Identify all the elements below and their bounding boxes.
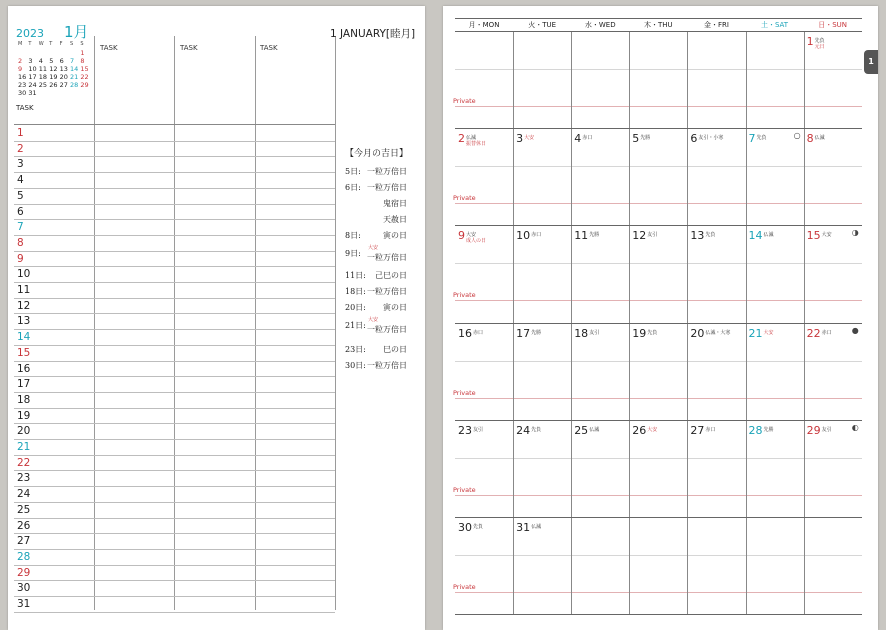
day-number: 31 bbox=[17, 598, 31, 610]
day-divider bbox=[513, 421, 514, 517]
calendar-date[interactable]: 12 bbox=[632, 229, 647, 243]
day-row-line bbox=[14, 235, 335, 236]
rokuyo-label: 大安 bbox=[821, 232, 832, 239]
day-number: 22 bbox=[17, 456, 31, 469]
calendar-date[interactable]: 25 bbox=[574, 423, 589, 437]
moon-phase-icon: ◐ bbox=[851, 422, 859, 432]
day-row-line bbox=[14, 486, 335, 487]
column-divider bbox=[94, 36, 95, 610]
day-row-line bbox=[14, 518, 335, 519]
rokuyo-label: 赤口 bbox=[531, 232, 542, 239]
day-divider bbox=[513, 226, 514, 322]
day-number: 17 bbox=[17, 378, 31, 391]
day-divider bbox=[687, 518, 688, 614]
calendar-date[interactable]: 22 bbox=[806, 326, 821, 340]
calendar-date[interactable]: 11 bbox=[574, 229, 589, 243]
day-number: 15 bbox=[17, 346, 31, 359]
day-divider bbox=[513, 324, 514, 420]
day-row-line bbox=[14, 219, 335, 220]
private-label: Private bbox=[453, 485, 476, 494]
lucky-text: 一粒万倍日 bbox=[367, 325, 407, 334]
mini-calendar-day: 9 bbox=[18, 65, 23, 73]
holiday-label: 振替休日 bbox=[466, 141, 487, 148]
calendar-date[interactable]: 8 bbox=[806, 132, 814, 146]
private-line bbox=[455, 203, 862, 204]
day-row-line bbox=[14, 298, 335, 299]
weekday-header: 木・THU bbox=[644, 21, 673, 29]
rokuyo-label: 先勝 bbox=[589, 232, 600, 239]
day-number: 16 bbox=[17, 362, 31, 375]
rokuyo-label: 大安 bbox=[763, 329, 774, 336]
rokuyo-label: 先負 bbox=[814, 38, 825, 44]
day-divider bbox=[687, 421, 688, 517]
private-line bbox=[455, 300, 862, 301]
rokuyo-label: 先負 bbox=[531, 426, 542, 433]
day-row-line bbox=[14, 329, 335, 330]
calendar-date[interactable]: 16 bbox=[458, 326, 472, 340]
lucky-text: 巳の日 bbox=[383, 345, 407, 354]
day-number: 23 bbox=[17, 472, 31, 485]
calendar-date[interactable]: 3 bbox=[516, 132, 524, 146]
mid-line bbox=[455, 263, 862, 264]
day-row-line bbox=[14, 439, 335, 440]
day-row-line bbox=[14, 408, 335, 409]
mini-calendar-day: 20 bbox=[59, 73, 68, 81]
calendar-date[interactable]: 6 bbox=[690, 132, 698, 146]
day-row-line bbox=[14, 204, 335, 205]
mid-line bbox=[455, 555, 862, 556]
calendar-date[interactable]: 26 bbox=[632, 423, 647, 437]
rokuyo-label: 仏滅 bbox=[814, 135, 825, 142]
day-divider bbox=[513, 518, 514, 614]
day-divider bbox=[746, 129, 747, 225]
lucky-text: 寅の日 bbox=[383, 303, 407, 312]
lucky-date: 30日: bbox=[345, 361, 366, 370]
calendar-date[interactable]: 2 bbox=[458, 132, 465, 146]
mini-calendar-day: 15 bbox=[80, 65, 89, 73]
header-top-rule bbox=[455, 18, 862, 19]
calendar-date[interactable]: 28 bbox=[748, 423, 763, 437]
rokuyo-label: 大安 bbox=[466, 232, 477, 239]
private-line bbox=[455, 592, 862, 593]
calendar-date[interactable]: 31 bbox=[516, 521, 531, 534]
day-row-line bbox=[14, 580, 335, 581]
private-line bbox=[455, 398, 862, 399]
calendar-date[interactable]: 10 bbox=[516, 229, 531, 243]
rokuyo-label: 仏滅・大寒 bbox=[705, 329, 731, 336]
private-line bbox=[455, 106, 862, 107]
day-row-line bbox=[14, 423, 335, 424]
moon-phase-icon: ◑ bbox=[851, 228, 859, 238]
day-number: 20 bbox=[17, 425, 31, 438]
day-row-line bbox=[14, 502, 335, 503]
lucky-date: 23日: bbox=[345, 345, 366, 354]
week-bottom-rule bbox=[455, 225, 862, 226]
mini-calendar-day: 4 bbox=[38, 57, 43, 65]
mini-calendar-day: 31 bbox=[28, 89, 37, 97]
day-divider bbox=[571, 518, 572, 614]
rokuyo-label: 仏滅 bbox=[763, 232, 774, 239]
day-divider bbox=[804, 129, 805, 225]
day-number: 1 bbox=[17, 127, 24, 139]
mini-weekday-header: T bbox=[28, 41, 32, 47]
day-number: 25 bbox=[17, 503, 31, 516]
mini-calendar-day: 17 bbox=[28, 73, 37, 81]
rokuyo-label: 仏滅 bbox=[531, 524, 542, 530]
lucky-date: 21日: bbox=[345, 321, 366, 330]
day-number: 27 bbox=[17, 535, 31, 548]
day-divider bbox=[804, 226, 805, 322]
moon-phase-icon: ○ bbox=[793, 131, 801, 141]
lucky-text: 寅の日 bbox=[383, 231, 407, 240]
day-divider bbox=[746, 324, 747, 420]
weekday-header: 金・FRI bbox=[703, 21, 729, 29]
day-divider bbox=[687, 226, 688, 322]
mini-calendar-day: 30 bbox=[18, 89, 27, 97]
day-divider bbox=[804, 421, 805, 517]
holiday-label: 元日 bbox=[814, 44, 825, 50]
weekday-header: 火・TUE bbox=[528, 21, 557, 29]
day-number: 7 bbox=[17, 221, 24, 234]
day-number: 28 bbox=[17, 550, 31, 563]
calendar-date[interactable]: 18 bbox=[574, 326, 589, 340]
mid-line bbox=[455, 166, 862, 167]
lucky-text: 一粒万倍日 bbox=[367, 253, 407, 262]
calendar-date[interactable]: 17 bbox=[516, 326, 531, 340]
lucky-text: 天赦日 bbox=[383, 215, 407, 224]
day-row-line bbox=[14, 565, 335, 566]
calendar-date[interactable]: 21 bbox=[748, 326, 763, 340]
day-divider bbox=[513, 129, 514, 225]
holiday-label: 成人の日 bbox=[466, 238, 487, 245]
year-label: 2023 bbox=[16, 27, 44, 40]
rokuyo-label: 先勝 bbox=[763, 426, 774, 433]
day-divider bbox=[804, 518, 805, 614]
month-tab[interactable]: 1 bbox=[864, 50, 878, 74]
weekday-header: 水・WED bbox=[584, 21, 616, 29]
calendar-date[interactable]: 19 bbox=[632, 326, 647, 340]
private-label: Private bbox=[453, 97, 476, 105]
task-column-header: TASK bbox=[260, 44, 278, 52]
calendar-date[interactable]: 29 bbox=[806, 423, 821, 437]
rokuyo-label: 大安 bbox=[647, 426, 658, 433]
calendar-date[interactable]: 7 bbox=[748, 132, 756, 146]
column-divider bbox=[255, 36, 256, 610]
mini-calendar-day: 13 bbox=[59, 65, 68, 73]
lucky-date: 11日: bbox=[345, 271, 366, 280]
mini-weekday-header: S bbox=[80, 41, 84, 47]
day-row-line bbox=[14, 533, 335, 534]
day-divider bbox=[746, 518, 747, 614]
day-number: 6 bbox=[17, 205, 24, 218]
week-bottom-rule bbox=[455, 614, 862, 615]
lucky-text: 鬼宿日 bbox=[383, 199, 407, 208]
mini-weekday-header: T bbox=[49, 41, 53, 47]
day-row-line bbox=[14, 345, 335, 346]
mini-calendar-day: 25 bbox=[38, 81, 48, 89]
rokuyo-label: 友引 bbox=[821, 426, 832, 433]
private-label: Private bbox=[453, 388, 476, 397]
rokuyo-label: 先負 bbox=[473, 524, 484, 530]
day-row-line bbox=[14, 361, 335, 362]
mini-calendar-day: 5 bbox=[49, 57, 54, 65]
day-divider bbox=[804, 324, 805, 420]
mini-calendar-day: 10 bbox=[28, 65, 37, 73]
day-row-line bbox=[14, 313, 335, 314]
header-bottom-rule bbox=[455, 31, 862, 32]
day-number: 19 bbox=[17, 409, 31, 422]
calendar-date[interactable]: 4 bbox=[574, 132, 582, 146]
day-divider bbox=[687, 324, 688, 420]
day-number: 3 bbox=[17, 158, 24, 171]
mini-task-label: TASK bbox=[16, 104, 34, 112]
day-number: 30 bbox=[17, 582, 31, 595]
week-bottom-rule bbox=[455, 420, 862, 421]
mini-calendar-day: 1 bbox=[80, 49, 85, 57]
rokuyo-label: 先負 bbox=[705, 232, 716, 239]
lucky-text: 一粒万倍日 bbox=[367, 167, 407, 176]
day-number: 8 bbox=[17, 236, 24, 249]
rokuyo-label: 仏滅 bbox=[589, 426, 600, 433]
month-label: 1月 bbox=[64, 23, 89, 41]
rokuyo-label: 先負 bbox=[647, 329, 658, 336]
lucky-date: 20日: bbox=[345, 303, 366, 312]
rokuyo-label: 友引・小寒 bbox=[698, 135, 724, 142]
mini-calendar-day: 16 bbox=[18, 73, 27, 81]
day-divider bbox=[746, 32, 747, 128]
mini-calendar-day: 24 bbox=[28, 81, 37, 89]
rokuyo-label: 仏滅 bbox=[466, 135, 477, 142]
lucky-date: 6日: bbox=[345, 183, 361, 192]
mini-calendar-day: 28 bbox=[70, 81, 79, 89]
day-number: 26 bbox=[17, 519, 31, 532]
task-column-header: TASK bbox=[180, 44, 198, 52]
lucky-text: 一粒万倍日 bbox=[367, 287, 407, 296]
lucky-note: 大安 bbox=[368, 245, 379, 251]
mini-calendar-day: 2 bbox=[18, 57, 23, 65]
calendar-date[interactable]: 27 bbox=[690, 423, 705, 437]
calendar-date[interactable]: 30 bbox=[458, 521, 472, 534]
weekday-header: 土・SAT bbox=[760, 21, 789, 29]
day-divider bbox=[746, 421, 747, 517]
day-number: 29 bbox=[17, 566, 31, 579]
rokuyo-label: 友引 bbox=[473, 426, 484, 433]
day-number: 9 bbox=[17, 252, 24, 265]
left-page bbox=[8, 6, 425, 630]
column-divider bbox=[335, 36, 336, 610]
day-divider bbox=[629, 32, 630, 128]
weekday-header: 月・MON bbox=[468, 21, 500, 29]
day-row-line bbox=[14, 282, 335, 283]
day-row-line bbox=[14, 266, 335, 267]
column-divider bbox=[174, 36, 175, 610]
calendar-date[interactable]: 15 bbox=[806, 229, 821, 243]
rokuyo-label: 先勝 bbox=[531, 329, 542, 336]
mid-line bbox=[455, 458, 862, 459]
calendar-date[interactable]: 24 bbox=[516, 423, 531, 437]
private-label: Private bbox=[453, 194, 476, 203]
moon-phase-icon: ● bbox=[851, 325, 859, 335]
mini-calendar-day: 22 bbox=[80, 73, 89, 81]
mini-calendar-day: 14 bbox=[70, 65, 79, 73]
mini-weekday-header: F bbox=[59, 41, 63, 47]
calendar-date[interactable]: 23 bbox=[458, 423, 472, 437]
lucky-note: 大安 bbox=[368, 317, 379, 323]
rokuyo-label: 赤口 bbox=[582, 135, 593, 142]
day-number: 24 bbox=[17, 488, 31, 501]
day-divider bbox=[571, 32, 572, 128]
day-divider bbox=[629, 129, 630, 225]
day-number: 21 bbox=[17, 441, 31, 453]
day-row-line bbox=[14, 376, 335, 377]
week-bottom-rule bbox=[455, 323, 862, 324]
day-divider bbox=[571, 421, 572, 517]
task-column-header: TASK bbox=[100, 44, 118, 52]
day-divider bbox=[629, 324, 630, 420]
day-divider bbox=[687, 129, 688, 225]
weekday-header: 日・SUN bbox=[818, 21, 848, 29]
day-divider bbox=[629, 421, 630, 517]
calendar-date[interactable]: 1 bbox=[806, 35, 814, 48]
rokuyo-label: 大安 bbox=[524, 135, 535, 142]
day-row-line bbox=[14, 141, 335, 142]
mini-calendar-day: 21 bbox=[70, 73, 79, 81]
rokuyo-label: 赤口 bbox=[705, 426, 716, 433]
mini-calendar-day: 27 bbox=[59, 81, 68, 89]
rokuyo-label: 赤口 bbox=[473, 329, 484, 336]
day-number: 18 bbox=[17, 393, 31, 406]
lucky-date: 5日: bbox=[345, 167, 361, 176]
lucky-text: 一粒万倍日 bbox=[367, 361, 407, 370]
lucky-date: 18日: bbox=[345, 287, 366, 296]
day-row-line bbox=[14, 392, 335, 393]
mini-calendar-day: 29 bbox=[80, 81, 89, 89]
mini-calendar-day: 3 bbox=[28, 57, 33, 65]
calendar-date[interactable]: 5 bbox=[632, 132, 640, 146]
calendar-date[interactable]: 13 bbox=[690, 229, 705, 243]
week-bottom-rule bbox=[455, 517, 862, 518]
calendar-date[interactable]: 9 bbox=[458, 229, 465, 243]
day-row-line bbox=[14, 251, 335, 252]
mid-line bbox=[455, 361, 862, 362]
mini-calendar-day: 18 bbox=[38, 73, 48, 81]
day-divider bbox=[687, 32, 688, 128]
private-label: Private bbox=[453, 583, 476, 591]
rokuyo-label: 友引 bbox=[647, 232, 658, 239]
mini-calendar-day: 11 bbox=[38, 65, 48, 73]
day-divider bbox=[629, 518, 630, 614]
lucky-date: 8日: bbox=[345, 231, 361, 240]
mini-calendar-day: 23 bbox=[18, 81, 27, 89]
mini-calendar-day: 26 bbox=[49, 81, 58, 89]
private-label: Private bbox=[453, 291, 476, 300]
lucky-text: 一粒万倍日 bbox=[367, 183, 407, 192]
day-divider bbox=[513, 32, 514, 128]
mini-calendar-day: 7 bbox=[70, 57, 75, 65]
day-number: 2 bbox=[17, 142, 24, 155]
day-row-line bbox=[14, 612, 335, 613]
day-divider bbox=[571, 226, 572, 322]
day-row-line bbox=[14, 188, 335, 189]
calendar-date[interactable]: 14 bbox=[748, 229, 763, 243]
rokuyo-label: 赤口 bbox=[821, 329, 832, 336]
rokuyo-label: 先負 bbox=[756, 135, 767, 142]
day-divider bbox=[746, 226, 747, 322]
mini-calendar-day: 12 bbox=[49, 65, 58, 73]
lucky-text: 己巳の日 bbox=[375, 271, 407, 280]
mini-weekday-header: M bbox=[18, 41, 23, 47]
mini-calendar-day: 19 bbox=[49, 73, 58, 81]
week-bottom-rule bbox=[455, 128, 862, 129]
day-row-line bbox=[14, 172, 335, 173]
day-divider bbox=[629, 226, 630, 322]
rokuyo-label: 先勝 bbox=[640, 135, 651, 142]
day-divider bbox=[571, 324, 572, 420]
day-divider bbox=[571, 129, 572, 225]
day-number: 10 bbox=[17, 268, 31, 281]
day-row-line bbox=[14, 470, 335, 471]
day-number: 12 bbox=[17, 299, 31, 312]
mini-calendar-day: 8 bbox=[80, 57, 85, 65]
day-divider bbox=[804, 32, 805, 128]
day-row-line bbox=[14, 596, 335, 597]
day-row-line bbox=[14, 156, 335, 157]
day-number: 5 bbox=[17, 189, 24, 202]
mini-weekday-header: S bbox=[70, 41, 74, 47]
mini-calendar-day: 6 bbox=[59, 57, 64, 65]
day-row-line bbox=[14, 455, 335, 456]
header-rule bbox=[14, 124, 335, 125]
mid-line bbox=[455, 69, 862, 70]
day-number: 11 bbox=[17, 284, 31, 296]
lucky-date: 9日: bbox=[345, 249, 361, 258]
day-row-line bbox=[14, 549, 335, 550]
day-number: 14 bbox=[17, 331, 31, 344]
rokuyo-label: 友引 bbox=[589, 329, 600, 336]
right-page bbox=[443, 6, 878, 630]
day-number: 4 bbox=[17, 174, 24, 187]
day-number: 13 bbox=[17, 315, 31, 328]
private-line bbox=[455, 495, 862, 496]
calendar-date[interactable]: 20 bbox=[690, 326, 705, 340]
mini-weekday-header: W bbox=[38, 41, 44, 47]
month-title: 1 JANUARY[睦月] bbox=[330, 28, 416, 40]
lucky-days-title: 【今月の吉日】 bbox=[345, 149, 409, 159]
